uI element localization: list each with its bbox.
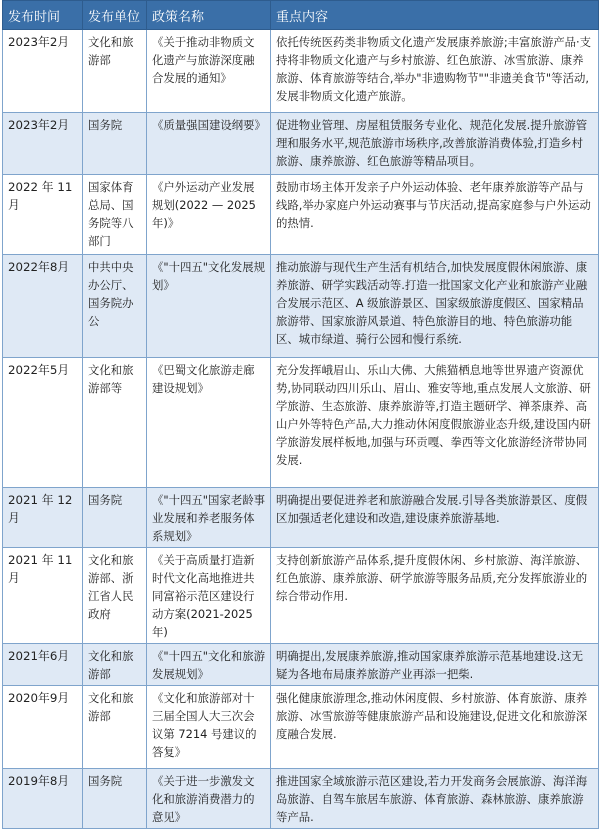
- cell-content: 推动旅游与现代生产生活有机结合,加快发展度假休闲旅游、康养旅游、研学实践活动等.打造一批国家文化产业和旅游产业融合发展示范区、A 级旅游景区、国家级旅游度假区、国家精品旅游带、国家旅游风景道、特色旅游目的地、特色旅游功能区、城市绿道、骑行公园和慢行系统.: [271, 255, 599, 358]
- table-row: [3, 686, 599, 769]
- cell-content: 强化健康旅游理念,推动休闲度假、乡村旅游、体育旅游、康养旅游、冰雪旅游等健康旅游产品和设施建设,促进文化和旅游深度融合发展.: [271, 686, 599, 769]
- cell-policy: 《"十四五"文化发展规划》: [147, 255, 271, 358]
- cell-unit: 文化和旅游部、浙江省人民政府: [83, 548, 147, 644]
- cell-unit: 国务院: [83, 769, 147, 829]
- policy-table: [2, 0, 599, 829]
- header-unit: 发布单位: [83, 1, 147, 30]
- cell-date: 2019年8月: [3, 769, 83, 829]
- cell-content: 促进物业管理、房屋租赁服务专业化、规范化发展.提升旅游管理和服务水平,规范旅游市场秩序,改善旅游消费体验,打造乡村旅游、康养旅游、红色旅游等精品项目。: [271, 113, 599, 175]
- cell-policy: 《户外运动产业发展规划(2022 — 2025 年)》: [147, 175, 271, 255]
- cell-content: 依托传统医药类非物质文化遗产发展康养旅游;丰富旅游产品·支持将非物质文化遗产与乡村旅游、红色旅游、冰雪旅游、康养旅游、体育旅游等结合,举办"非遗购物节""非遗美食节"等活动,发展非物质文化遗产旅游。: [271, 30, 599, 113]
- cell-date: 2022 年 11 月: [3, 175, 83, 255]
- cell-policy: 《关于推动非物质文化遗产与旅游深度融合发展的通知》: [147, 30, 271, 113]
- cell-policy: 《文化和旅游部对十三届全国人大三次会议第 7214 号建议的答复》: [147, 686, 271, 769]
- cell-unit: 国务院: [83, 113, 147, 175]
- table-row: [3, 644, 599, 686]
- cell-date: 2022年8月: [3, 255, 83, 358]
- cell-policy: 《关于进一步激发文化和旅游消费潜力的意见》: [147, 769, 271, 829]
- cell-unit: 文化和旅游部等: [83, 358, 147, 488]
- table-row: [3, 113, 599, 175]
- table-row: [3, 358, 599, 488]
- cell-date: 2021 年 12 月: [3, 488, 83, 548]
- cell-date: 2020年9月: [3, 686, 83, 769]
- cell-unit: 文化和旅游部: [83, 644, 147, 686]
- table-row: [3, 548, 599, 644]
- cell-content: 支持创新旅游产品体系,提升度假休闲、乡村旅游、海洋旅游、红色旅游、康养旅游、研学旅游等服务品质,充分发挥旅游业的综合带动作用.: [271, 548, 599, 644]
- cell-content: 充分发挥峨眉山、乐山大佛、大熊猫栖息地等世界遗产资源优势,协同联动四川乐山、眉山、雅安等地,重点发展人文旅游、研学旅游、生态旅游、康养旅游等,打造主题研学、禅茶康养、高山户外等特色产品,大力推动休闲度假旅游业态升级,建设国内研学旅游发展样板地,加强与环贡嘎、拳西等文化旅游经济带协同发展.: [271, 358, 599, 488]
- cell-date: 2022年5月: [3, 358, 83, 488]
- table-row: [3, 488, 599, 548]
- cell-content: 明确提出,发展康养旅游,推动国家康养旅游示范基地建设.这无疑为各地布局康养旅游产业再添一把柴.: [271, 644, 599, 686]
- cell-policy: 《"十四五"文化和旅游发展规划》: [147, 644, 271, 686]
- header-date: 发布时间: [3, 1, 83, 30]
- table-row: [3, 769, 599, 829]
- cell-content: 推进国家全域旅游示范区建设,若力开发商务会展旅游、海洋海岛旅游、自驾车旅居车旅游、体育旅游、森林旅游、康养旅游等产品.: [271, 769, 599, 829]
- cell-policy: 《关于高质量打造新时代文化高地推进共同富裕示范区建设行动方案(2021-2025 年): [147, 548, 271, 644]
- header-row: [3, 1, 599, 30]
- cell-content: 明确提出要促进养老和旅游融合发展.引导各类旅游景区、度假区加强适老化建设和改造,建设康养旅游基地.: [271, 488, 599, 548]
- cell-date: 2023年2月: [3, 30, 83, 113]
- cell-unit: 文化和旅游部: [83, 686, 147, 769]
- cell-unit: 文化和旅游部: [83, 30, 147, 113]
- table-row: [3, 255, 599, 358]
- cell-policy: 《"十四五"国家老龄事业发展和养老服务体系规划》: [147, 488, 271, 548]
- cell-unit: 国家体育总局、国务院等八部门: [83, 175, 147, 255]
- cell-date: 2023年2月: [3, 113, 83, 175]
- cell-content: 鼓励市场主体开发亲子户外运动体验、老年康养旅游等产品与线路,举办家庭户外运动赛事与节庆活动,提高家庭参与户外运动的热情.: [271, 175, 599, 255]
- header-content: 重点内容: [271, 1, 599, 30]
- cell-unit: 国务院: [83, 488, 147, 548]
- table-row: [3, 30, 599, 113]
- cell-date: 2021 年 11 月: [3, 548, 83, 644]
- cell-unit: 中共中央办公厅、国务院办公: [83, 255, 147, 358]
- table-row: [3, 175, 599, 255]
- cell-policy: 《质量强国建设纲要》: [147, 113, 271, 175]
- cell-date: 2021年6月: [3, 644, 83, 686]
- header-policy: 政策名称: [147, 1, 271, 30]
- cell-policy: 《巴蜀文化旅游走廊建设规划》: [147, 358, 271, 488]
